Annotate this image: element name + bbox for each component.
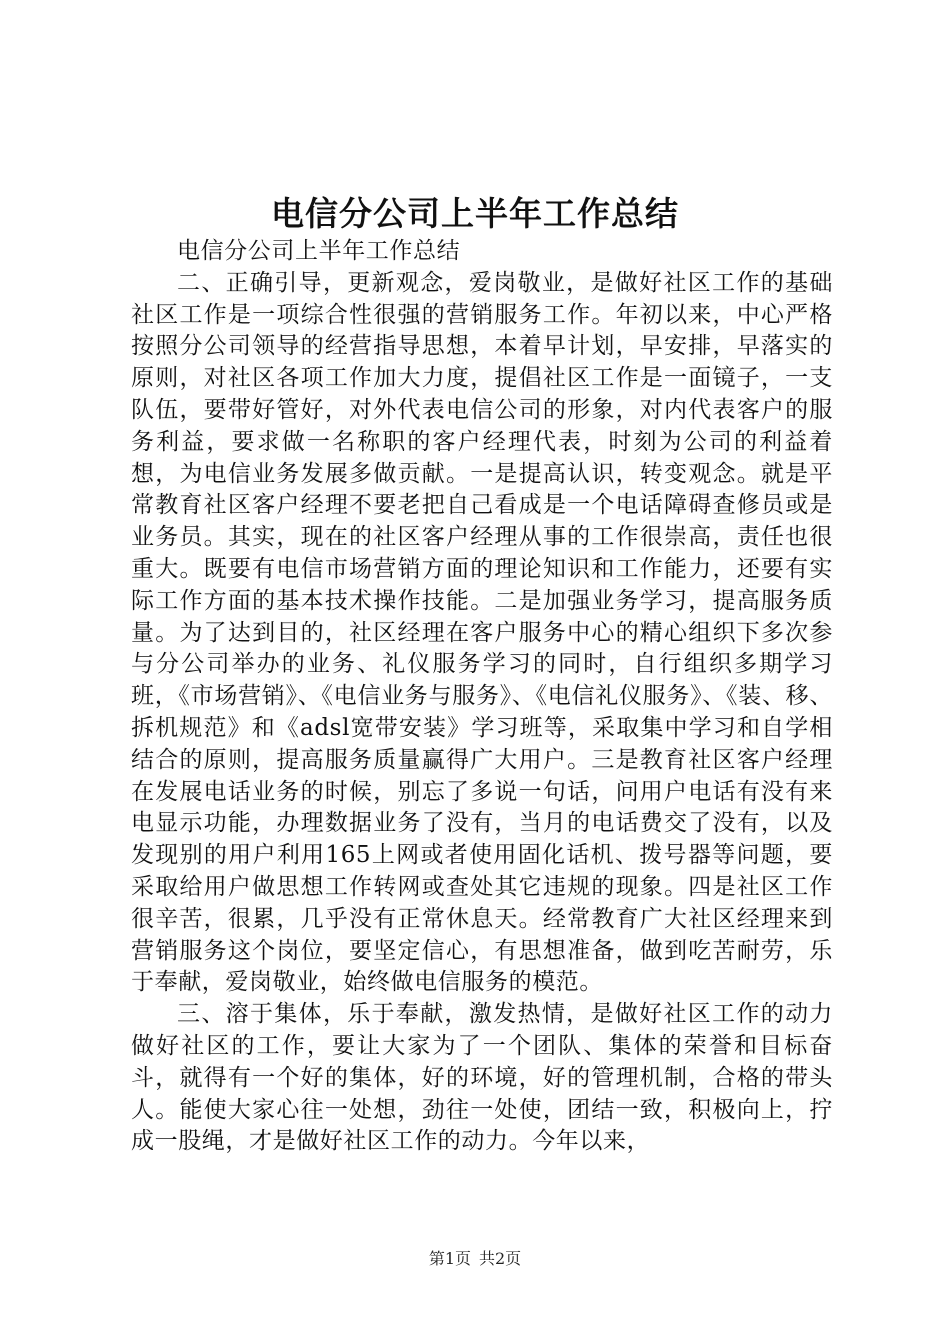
page-footer: [0, 1246, 950, 1269]
paragraph-section-three: 三、溶于集体，乐于奉献，激发热情，是做好社区工作的动力做好社区的工作，要让大家为了一个团队、集体的荣誉和目标奋斗，就得有一个好的集体，好的环境，好的管理机制，合格的带头人。能使大家心往一处想，劲往一处使，团结一致，积极向上，拧成一股绳，才是做好社区工作的动力。今年以来，: [131, 1001, 833, 1155]
page-total: 共2页: [479, 1249, 522, 1268]
paragraph-subtitle: 电信分公司上半年工作总结: [177, 238, 461, 264]
document-body: [131, 236, 833, 1158]
page-number: 第1页: [428, 1249, 471, 1268]
paragraph-section-two: 二、正确引导，更新观念，爱岗敬业，是做好社区工作的基础社区工作是一项综合性很强的营销服务工作。年初以来，中心严格按照分公司领导的经营指导思想，本着早计划，早安排，早落实的原则，对社区各项工作加大力度，提倡社区工作是一面镜子，一支队伍，要带好管好，对外代表电信公司的形象，对内代表客户的服务利益，要求做一名称职的客户经理代表，时刻为公司的利益着想，为电信业务发展多做贡献。一是提高认识，转变观念。就是平常教育社区客户经理不要老把自己看成是一个电话障碍查修员或是业务员。其实，现在的社区客户经理从事的工作很崇高，责任也很重大。既要有电信市场营销方面的理论知识和工作能力，还要有实际工作方面的基本技术操作技能。二是加强业务学习，提高服务质量。为了达到目的，社区经理在客户服务中心的精心组织下多次参与分公司举办的业务、礼仪服务学习的同时，自行组织多期学习班，《市场营销》、《电信业务与服务》、《电信礼仪服务》、《装、移、拆机规范》和《adsl宽带安装》学习班等，采取集中学习和自学相结合的原则，提高服务质量赢得广大用户。三是教育社区客户经理在发展电话业务的时候，别忘了多说一句话，问用户电话有没有来电显示功能，办理数据业务了没有，当月的电话费交了没有，以及发现别的用户利用165上网或者使用固化话机、拨号器等问题，要采取给用户做思想工作转网或查处其它违规的现象。四是社区工作很辛苦，很累，几乎没有正常休息天。经常教育广大社区经理来到营销服务这个岗位，要坚定信心，有思想准备，做到吃苦耐劳，乐于奉献，爱岗敬业，始终做电信服务的模范。: [131, 269, 833, 996]
document-title: 电信分公司上半年工作总结: [271, 194, 679, 233]
